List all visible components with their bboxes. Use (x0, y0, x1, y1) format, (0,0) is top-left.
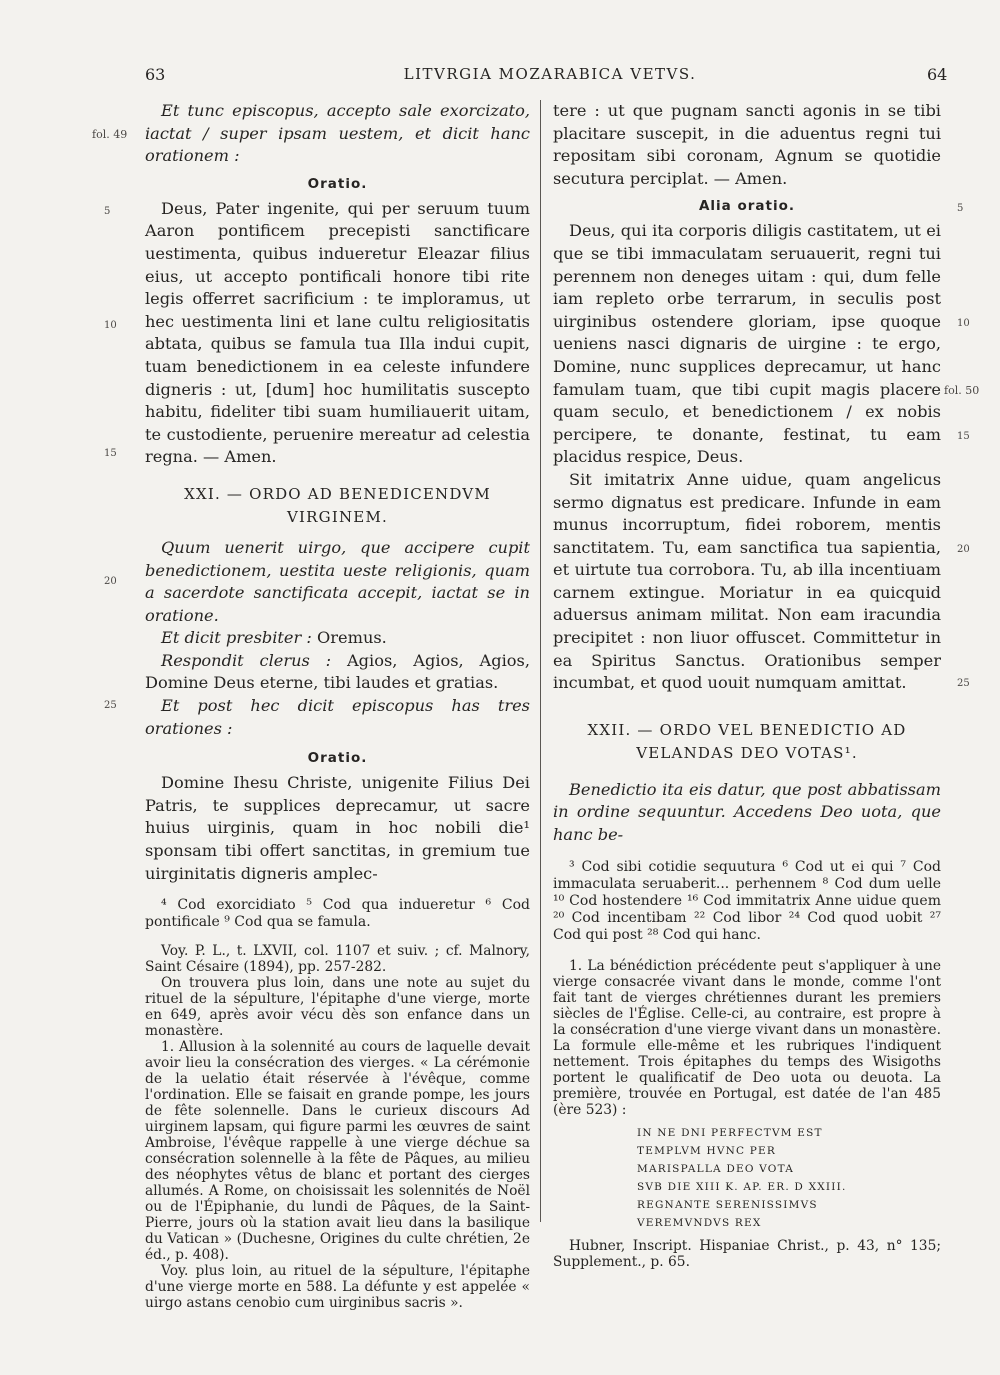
notes-left (145, 943, 530, 1311)
rubric-clerus-italic: Respondit clerus : (161, 650, 332, 670)
alia-oratio-text: Deus, qui ita corporis diligis castitatem, ut ei que se tibi immaculatam seruauerit, regni tui perennem non deneges uitam : qui, dum felle iam repleto orbe terrarum, in seculis post uirginibus ostendere gloriam, ipse quoque ueniens nasci dignaris de uirgine : te ergo, Domine, nunc supplices deprecamur, ut hanc famulam tuam, que tibi cupit magis placere quam seculo, et benedictionem / ex nobis percipere, te donante, festinat, tu eam placidus respice, Deus. (553, 221, 941, 467)
rubric-presbiter-italic: Et dicit presbiter : (161, 628, 312, 648)
line-number: 5 (104, 206, 111, 217)
line-number: 5 (957, 203, 964, 214)
line-number: 15 (957, 431, 970, 442)
rubric-clerus (145, 650, 530, 695)
oratio-heading-2: Oratio. (307, 750, 368, 767)
line-number: 20 (957, 544, 970, 555)
line-number: 25 (104, 700, 117, 711)
line-number: 20 (104, 576, 117, 587)
line-number: 15 (104, 448, 117, 459)
rubric-presbiter (145, 627, 530, 650)
line-number: 10 (104, 320, 117, 331)
apparatus-right: ³ Cod sibi cotidie sequutura ⁶ Cod ut ei qui ⁷ Cod immaculata seruaberit... perhennem ⁸ Cod dum uelle ¹⁰ Cod hostendere ¹⁶ Cod immitatrix Anne uidue quem ²⁰ Cod incentibam ²² Cod libor ²⁴ Cod quod uobit ²⁷ Cod qui post ²⁸ Cod qui hanc. (553, 858, 941, 943)
inscription-line: TEMPLVM HVNC PER (637, 1144, 777, 1157)
rubric-quum: Quum uenerit uirgo, que accipere cupit benedictionem, uestita ueste religionis, quam a sacerdote sanctificata accepit, iactat se in oratione. (145, 537, 530, 625)
section-title-line: VELANDAS DEO VOTAS¹. (636, 743, 858, 762)
oratio-heading: Oratio. (307, 175, 368, 192)
page-number-right: 64 (927, 65, 948, 84)
oratio-text: Deus, Pater ingenite, qui per seruum tuum Aaron pontificem precepisti sanctificare uestimenta, quibus indueretur Eleazar filius eius, ut accepto pontificali honore tibi rite legis offerret sacrificium : te imploramus, ut hec uestimenta lini et lane cultu religiositatis abtata, quibus se famula tua Illa indui cupit, tuam benedictionem in ea celeste infundere digneris : ut, [dum] hoc humilitatis suscepto habitu, fideliter tibi suam humiliauerit uitam, te custodiente, peruenire mereatur ad celestia regna. — Amen. (145, 198, 530, 467)
note-paragraph: 1. Allusion à la solennité au cours de laquelle devait avoir lieu la consécration des vierges. « La cérémonie de la uelatio était réservée à l'évêque, comme l'ordination. Elle se faisait en grande pompe, les jours de fête solennelle. Dans le curieux discours Ad uirginem lapsam, qui figure parmi les œuvres de saint Ambroise, l'évêque rappelle à une vierge déchue sa consécration solennelle à la fête de Pâques, au milieu des néophytes vêtus de blanc et portant des cierges allumés. A Rome, on choisissait les solennités de Noël ou de l'Épiphanie, du lundi de Pâques, de la Saint-Pierre, jours où la station avait lieu dans la basilique du Vatican » (Duchesne, Origines du culte chrétien, 2e éd., p. 408). (145, 1039, 530, 1264)
folio-marker-right: fol. 50 (944, 384, 980, 397)
reference-hubner: Hubner, Inscript. Hispaniae Christ., p. 43, n° 135; Supplement., p. 65. (553, 1237, 941, 1270)
column-divider (540, 100, 541, 1222)
rubric-benedictio: Benedictio ita eis datur, que post abbatissam in ordine sequuntur. Accedens Deo uota, que hanc be- (553, 779, 941, 845)
oratio-text-2: Domine Ihesu Christe, unigenite Filius Dei Patris, te supplices deprecamur, ut sacre huius uirginis, quam in hoc nobili die¹ sponsam tibi offert sanctitas, in gremium tue uirginitatis digneris amplec- (145, 773, 530, 883)
inscription-line: SVB DIE XIII K. AP. ER. D XXIII. (637, 1180, 847, 1193)
oratio-continuation: tere : ut que pugnam sancti agonis in se tibi placitare suscepit, in die aduentus regni tui repositam sibi coronam, Agnum se quotidie secutura perciplat. — Amen. (553, 101, 941, 188)
rubric-episcopus: Et post hec dicit episcopus has tres orationes : (145, 696, 530, 738)
inscription-line: MARISPALLA DEO VOTA (637, 1162, 794, 1175)
sit-imitatrix-text: Sit imitatrix Anne uidue, quam angelicus sermo dignatus est predicare. Infunde in eam munus incorruptum, fidei roborem, mentis sanctitatem. Tu, eam sanctifica tua sapientia, et uirtute tua corrobora. Tu, ab illa incentiuam carnem extingue. Moriatur in ea quicquid aduersus animam militat. Non eam iracundia precipitet : non liuor offuscet. Committetur in ea Spiritus Sanctus. Orationibus semper incumbat, et quod uouit numquam amittat. (553, 469, 941, 693)
rubric-presbiter-roman: Oremus. (311, 628, 387, 648)
right-column (553, 100, 941, 1270)
section-title-xxi: XXI. — ORDO AD BENEDICENDVM VIRGINEM. (184, 484, 491, 526)
section-title-xxii (553, 719, 941, 765)
inscription (553, 1124, 941, 1232)
inscription-line: VEREMVNDVS REX (637, 1216, 762, 1229)
note-paragraph: On trouvera plus loin, dans une note au sujet du rituel de la sépulture, l'épitaphe d'une vierge, morte en 649, après avoir vécu dès son enfance dans un monastère. (145, 975, 530, 1040)
alia-oratio-heading: Alia oratio. (698, 198, 796, 215)
line-number: 10 (957, 318, 970, 329)
running-title: LITVRGIA MOZARABICA VETVS. (403, 65, 697, 83)
inscription-line: REGNANTE SERENISSIMVS (637, 1198, 818, 1211)
section-title-line: XXII. — ORDO VEL BENEDICTIO AD (587, 720, 907, 739)
page-number-left: 63 (145, 65, 166, 84)
note-paragraph: Voy. P. L., t. LXVII, col. 1107 et suiv. ; cf. Malnory, Saint Césaire (1894), pp. 257-282. (145, 943, 530, 976)
apparatus-left: ⁴ Cod exorcidiato ⁵ Cod qua indueretur ⁶ Cod pontificale ⁹ Cod qua se famula. (145, 897, 530, 931)
note-paragraph: Voy. plus loin, au rituel de la sépulture, l'épitaphe d'une vierge morte en 588. La défunte y est appelée « uirgo astans cenobio cum uirginibus sacris ». (145, 1263, 530, 1312)
folio-marker-left: fol. 49 (92, 128, 128, 141)
rubric-intro: Et tunc episcopus, accepto sale exorcizato, iactat / super ipsam uestem, et dicit hanc orationem : (145, 101, 530, 166)
note-paragraph: 1. La bénédiction précédente peut s'appliquer à une vierge consacrée vivant dans le monde, comme l'ont fait tant de vierges chrétiennes durant les premiers siècles de l'Église. Celle-ci, au contraire, est propre à la consécration d'une vierge vivant dans un monastère. La formule elle-même et les rubriques l'indiquent nettement. Trois épitaphes du temps des Wisigoths portent le qualificatif de Deo uota ou deuota. La première, trouvée en Portugal, est datée de l'an 485 (ère 523) : (553, 957, 941, 1118)
rubric-clerus-roman: Agios, Agios, Agios, Domine Deus eterne, tibi laudes et gratias. (145, 650, 530, 693)
left-column (145, 100, 530, 1311)
line-number: 25 (957, 678, 970, 689)
inscription-line: IN NE DNI PERFECTVM EST (637, 1126, 823, 1139)
